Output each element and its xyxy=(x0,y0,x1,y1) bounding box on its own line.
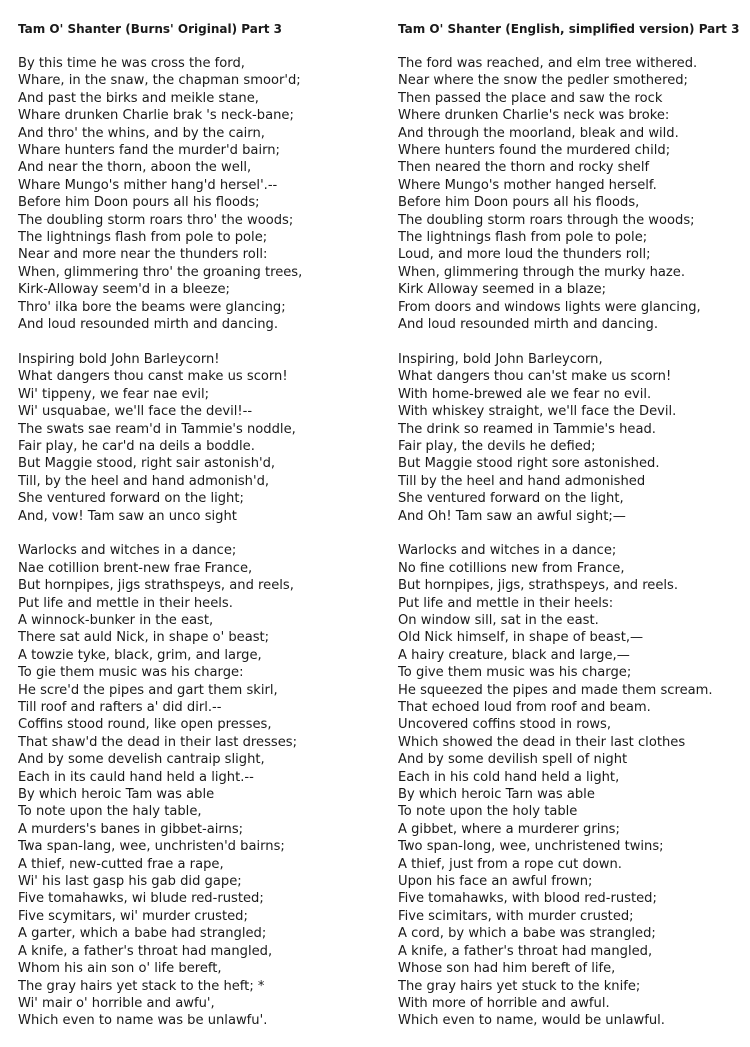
poem-line: And through the moorland, bleak and wild. xyxy=(398,125,679,141)
poem-line: A garter, which a babe had strangled; xyxy=(18,926,267,942)
poem-line: Whare drunken Charlie brak 's neck-bane; xyxy=(18,108,294,124)
poem-line: To note upon the holy table xyxy=(398,804,578,820)
poem-line: Whom his ain son o' life bereft, xyxy=(18,961,222,977)
poem-line: No fine cotillions new from France, xyxy=(398,560,625,576)
poem-line: A winnock-bunker in the east, xyxy=(18,612,214,628)
poem-line: Near and more near the thunders roll: xyxy=(18,247,268,263)
original-column xyxy=(18,21,380,1047)
translation-title: Tam O' Shanter (English, simplified version) Part 3 xyxy=(398,22,740,36)
poem-line: But Maggie stood, right sair astonish'd, xyxy=(18,456,276,472)
poem-line: Five scymitars, wi' murder crusted; xyxy=(18,908,248,924)
poem-line: But hornpipes, jigs, strathspeys, and reels. xyxy=(398,578,679,594)
poem-line: With more of horrible and awful. xyxy=(398,995,610,1011)
stanza xyxy=(18,542,380,1029)
poem-line: Which even to name was be unlawfu'. xyxy=(18,1013,268,1029)
poem-line: Warlocks and witches in a dance; xyxy=(18,543,237,559)
poem-line: A towzie tyke, black, grim, and large, xyxy=(18,647,262,663)
poem-line: Warlocks and witches in a dance; xyxy=(398,543,617,559)
poem-line: When, glimmering through the murky haze. xyxy=(398,264,686,280)
poem-line: Whare, in the snaw, the chapman smoor'd; xyxy=(18,73,301,89)
poem-line: The doubling storm roars thro' the woods; xyxy=(18,212,294,228)
poem-line: A thief, just from a rope cut down. xyxy=(398,856,622,872)
poem-line: A gibbet, where a murderer grins; xyxy=(398,821,620,837)
poem-line: That shaw'd the dead in their last dresses; xyxy=(18,734,298,750)
poem-line: A knife, a father's throat had mangled, xyxy=(398,943,653,959)
poem-line: Till roof and rafters a' did dirl.-- xyxy=(18,700,222,715)
poem-line: Upon his face an awful frown; xyxy=(398,874,593,890)
poem-line: Each in its cauld hand held a light.-- xyxy=(18,769,254,785)
poem-line: Where Mungo's mother hanged herself. xyxy=(398,177,657,193)
poem-line: By which heroic Tam was able xyxy=(18,787,215,803)
poem-line: But hornpipes, jigs strathspeys, and reels, xyxy=(18,578,294,594)
poem-line: And thro' the whins, and by the cairn, xyxy=(18,125,265,141)
poem-line: Before him Doon pours all his floods, xyxy=(398,195,640,211)
poem-line: A cord, by which a babe was strangled; xyxy=(398,926,656,942)
poem-line: He scre'd the pipes and gart them skirl, xyxy=(18,682,278,698)
translation-column xyxy=(398,21,748,1047)
poem-line: Fair play, the devils he defied; xyxy=(398,438,596,454)
poem-line: And near the thorn, aboon the well, xyxy=(18,160,252,176)
poem-line: What dangers thou can'st make us scorn! xyxy=(398,369,672,385)
poem-line: Till, by the heel and hand admonish'd, xyxy=(18,473,270,489)
poem-line: He squeezed the pipes and made them scream. xyxy=(398,682,713,698)
poem-line: Where hunters found the murdered child; xyxy=(398,143,671,159)
poem-line: But Maggie stood right sore astonished. xyxy=(398,456,660,472)
poem-line: Then passed the place and saw the rock xyxy=(398,90,663,106)
poem-line: With whiskey straight, we'll face the Devil. xyxy=(398,404,677,420)
stanza xyxy=(398,55,748,334)
poem-line: The doubling storm roars through the woods; xyxy=(398,212,695,228)
poem-line: Inspiring bold John Barleycorn! xyxy=(18,351,220,367)
poem-line: Which showed the dead in their last clothes xyxy=(398,734,686,750)
poem-line: By which heroic Tarn was able xyxy=(398,787,595,803)
stanza xyxy=(398,351,748,525)
poem-line: Loud, and more loud the thunders roll; xyxy=(398,247,651,263)
translation-stanzas xyxy=(398,55,748,1030)
poem-line: Wi' mair o' horrible and awfu', xyxy=(18,995,215,1011)
poem-line: Five tomahawks, with blood red-rusted; xyxy=(398,891,657,907)
poem-line: From doors and windows lights were glancing, xyxy=(398,299,701,315)
stanza xyxy=(18,351,380,525)
poem-line: Before him Doon pours all his floods; xyxy=(18,195,260,211)
poem-line: And loud resounded mirth and dancing. xyxy=(18,317,278,333)
poem-line: Coffins stood round, like open presses, xyxy=(18,717,272,733)
poem-line: Wi' usquabae, we'll face the devil!-- xyxy=(18,404,253,420)
poem-line: There sat auld Nick, in shape o' beast; xyxy=(18,630,270,646)
poem-line: And by some devilish spell of night xyxy=(398,752,628,768)
original-stanzas xyxy=(18,55,380,1030)
poem-line: And by some develish cantraip slight, xyxy=(18,752,265,768)
poem-line: Five scimitars, with murder crusted; xyxy=(398,908,634,924)
poem-line: She ventured forward on the light, xyxy=(398,491,624,507)
poem-line: When, glimmering thro' the groaning trees, xyxy=(18,264,303,280)
poem-line: And, vow! Tam saw an unco sight xyxy=(18,508,237,524)
poem-line: Twa span-lang, wee, unchristen'd bairns; xyxy=(18,839,285,855)
poem-line: Whose son had him bereft of life, xyxy=(398,961,616,977)
poem-line: What dangers thou canst make us scorn! xyxy=(18,369,288,385)
original-title: Tam O' Shanter (Burns' Original) Part 3 xyxy=(18,22,282,36)
poem-line: To note upon the haly table, xyxy=(18,804,202,820)
poem-line: And past the birks and meikle stane, xyxy=(18,90,259,106)
poem-line: Whare Mungo's mither hang'd hersel'.-- xyxy=(18,177,278,193)
poem-line: Put life and mettle in their heels. xyxy=(18,595,233,611)
poem-line: Till by the heel and hand admonished xyxy=(398,473,646,489)
poem-line: Nae cotillion brent-new frae France, xyxy=(18,560,253,576)
poem-line: To gie them music was his charge: xyxy=(18,665,244,681)
poem-line: Wi' his last gasp his gab did gape; xyxy=(18,874,242,890)
poem-line: Kirk Alloway seemed in a blaze; xyxy=(398,282,607,298)
poem-line: Where drunken Charlie's neck was broke: xyxy=(398,108,670,124)
poem-line: A knife, a father's throat had mangled, xyxy=(18,943,273,959)
stanza xyxy=(18,55,380,334)
poem-line: And Oh! Tam saw an awful sight;— xyxy=(398,508,626,524)
poem-line: The gray hairs yet stack to the heft; * xyxy=(18,978,265,994)
poem-line: Put life and mettle in their heels: xyxy=(398,595,614,611)
poem-line: Thro' ilka bore the beams were glancing; xyxy=(18,299,286,315)
poem-line: Fair play, he car'd na deils a boddle. xyxy=(18,438,255,454)
poem-line: Wi' tippeny, we fear nae evil; xyxy=(18,386,210,402)
poem-line: That echoed loud from roof and beam. xyxy=(398,700,651,715)
poem-line: Then neared the thorn and rocky shelf xyxy=(398,160,650,176)
poem-line: The ford was reached, and elm tree withered. xyxy=(398,56,698,71)
poem-line: Kirk-Alloway seem'd in a bleeze; xyxy=(18,282,230,298)
poem-line: A murders's banes in gibbet-airns; xyxy=(18,821,244,837)
poem-line: Two span-long, wee, unchristened twins; xyxy=(398,839,664,855)
poem-line: With home-brewed ale we fear no evil. xyxy=(398,386,652,402)
poem-line: Uncovered coffins stood in rows, xyxy=(398,717,612,733)
poem-line: The gray hairs yet stuck to the knife; xyxy=(398,978,641,994)
poem-line: A thief, new-cutted frae a rape, xyxy=(18,856,224,872)
poem-line: By this time he was cross the ford, xyxy=(18,56,245,71)
stanza xyxy=(398,542,748,1029)
poem-line: And loud resounded mirth and dancing. xyxy=(398,317,658,333)
poem-line: The swats sae ream'd in Tammie's noddle, xyxy=(18,421,296,437)
poem-line: A hairy creature, black and large,— xyxy=(398,647,630,663)
poem-line: The lightnings flash from pole to pole; xyxy=(18,230,268,246)
poem-line: The drink so reamed in Tammie's head. xyxy=(398,421,656,437)
poem-line: Each in his cold hand held a light, xyxy=(398,769,620,785)
poem-line: Five tomahawks, wi blude red-rusted; xyxy=(18,891,264,907)
poem-line: On window sill, sat in the east. xyxy=(398,612,599,628)
poem-line: She ventured forward on the light; xyxy=(18,491,244,507)
poem-line: To give them music was his charge; xyxy=(398,665,632,681)
poem-line: The lightnings flash from pole to pole; xyxy=(398,230,648,246)
poem-line: Which even to name, would be unlawful. xyxy=(398,1013,665,1029)
poem-line: Whare hunters fand the murder'd bairn; xyxy=(18,143,280,159)
poem-line: Old Nick himself, in shape of beast,— xyxy=(398,630,644,646)
poem-line: Near where the snow the pedler smothered; xyxy=(398,73,688,89)
poem-line: Inspiring, bold John Barleycorn, xyxy=(398,351,603,367)
